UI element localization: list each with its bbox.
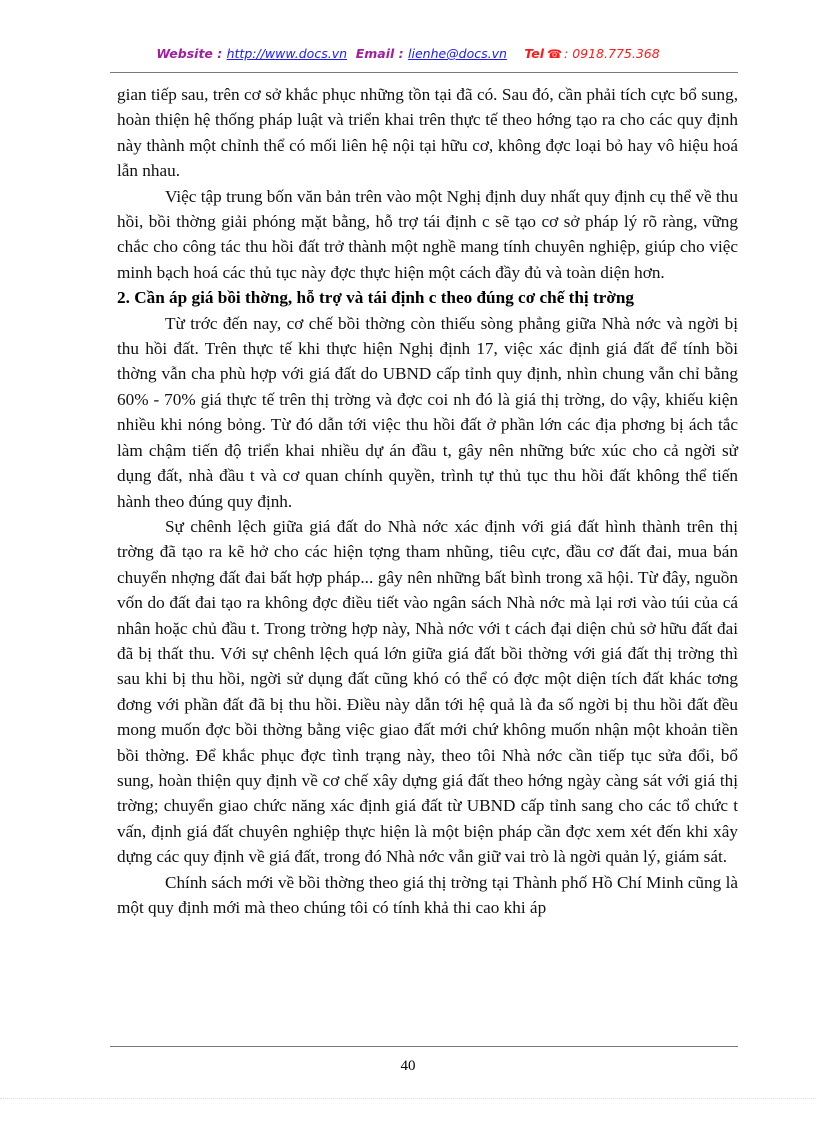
email-label: Email <box>355 46 395 61</box>
paragraph-1: gian tiếp sau, trên cơ sở khắc phục những tồn tại đã có. Sau đó, cần phải tích cực bổ sung, hoàn thiện hệ thống pháp luật và triển khai trên thực tế theo hớng tạo ra cho các quy định này thành một chỉnh thể có mối liên hệ nội tại hữu cơ, không đợc loại bỏ hay vô hiệu hoá lẫn nhau. <box>117 85 738 181</box>
paragraph-4: Sự chênh lệch giữa giá đất do Nhà nớc xác định với giá đất hình thành trên thị trờng đã tạo ra kẽ hở cho các hiện tợng tham nhũng, tiêu cực, đầu cơ đất đai, mua bán chuyển nhợng đất đai bất hợp pháp... gây nên những bất bình trong xã hội. Từ đây, nguồn vốn do đất đai tạo ra không đợc điều tiết vào ngân sách Nhà nớc mà lại rơi vào túi của cá nhân hoặc chủ đầu t. Trong trờng hợp này, Nhà nớc với t cách đại diện chủ sở hữu đất đai đã bị thất thu. Với sự chênh lệch quá lớn giữa giá đất bồi thờng với giá đất thị trờng thì sau khi bị thu hồi, ngời sử dụng đất cũng khó có thể có đợc một diện tích đất khác tơng đơng với phần đất đã bị thu hồi. Điều này dẫn tới hệ quả là đa số ngời bị thu hồi đất đều mong muốn đợc bồi thờng bằng việc giao đất mới chứ không muốn nhận một khoản tiền bồi thờng. Để khắc phục đợc tình trạng này, theo tôi Nhà nớc cần tiếp tục sửa đổi, bổ sung, hoàn thiện quy định về cơ chế xây dựng giá đất theo hớng ngày càng sát với giá thị trờng; chuyển giao chức năng xác định giá đất từ UBND cấp tỉnh sang cho các tổ chức t vấn, định giá đất chuyên nghiệp thực hiện là một biện pháp cần đợc xem xét đến khi xây dựng các quy định về giá đất, trong đó Nhà nớc vẫn giữ vai trò là ngời quản lý, giám sát. <box>117 516 738 867</box>
paragraph-3: Từ trớc đến nay, cơ chế bồi thờng còn thiếu sòng phẳng giữa Nhà nớc và ngời bị thu hồi đất. Trên thực tế khi thực hiện Nghị định 17, việc xác định giá đất để tính bồi thờng vẫn cha phù hợp với giá đất do UBND cấp tỉnh quy định, nhìn chung vẫn chỉ bằng 60% - 70% giá thực tế trên thị trờng và đợc coi nh đó là giá thị trờng, do vậy, khiếu kiện nhiều khi nóng bỏng. Từ đó dẫn tới việc thu hồi đất ở phần lớn các địa phơng bị ách tắc làm chậm tiến độ triển khai nhiều dự án đầu t, gây nên những bức xúc cho cả ngời sử dụng đất, nhà đầu t và cơ quan chính quyền, trình tự thủ tục thu hồi đất không thể tiến hành theo đúng quy định. <box>117 313 738 511</box>
header-divider <box>110 72 738 73</box>
phone-icon: ☎ <box>547 47 563 61</box>
main-content <box>117 82 738 920</box>
email-link[interactable]: lienhe@docs.vn <box>408 46 507 61</box>
website-label: Website <box>156 46 213 61</box>
tel-label: Tel <box>524 46 545 61</box>
website-colon: : <box>212 46 227 61</box>
email-colon: : <box>394 46 409 61</box>
section-heading: 2. Cần áp giá bồi thờng, hỗ trợ và tái định c theo đúng cơ chế thị trờng <box>117 288 634 308</box>
footer-divider <box>110 1046 738 1047</box>
paragraph-2: Việc tập trung bốn văn bản trên vào một Nghị định duy nhất quy định cụ thể về thu hồi, bồi thờng giải phóng mặt bằng, hỗ trợ tái định c sẽ tạo cơ sở pháp lý rõ ràng, vững chắc cho công tác thu hồi đất trở thành một nghề mang tính chuyên nghiệp, giúp cho việc minh bạch hoá các thủ tục này đợc thực hiện một cách đầy đủ và toàn diện hơn. <box>117 186 738 282</box>
page-header <box>0 46 816 61</box>
page-bottom-border <box>0 1098 816 1099</box>
page-number: 40 <box>400 1058 416 1074</box>
website-link[interactable]: http://www.docs.vn <box>226 46 348 61</box>
paragraph-5: Chính sách mới về bồi thờng theo giá thị trờng tại Thành phố Hồ Chí Minh cũng là một quy định mới mà theo chúng tôi có tính khả thi cao khi áp <box>117 872 738 917</box>
phone-number: : 0918.775.368 <box>564 46 660 61</box>
